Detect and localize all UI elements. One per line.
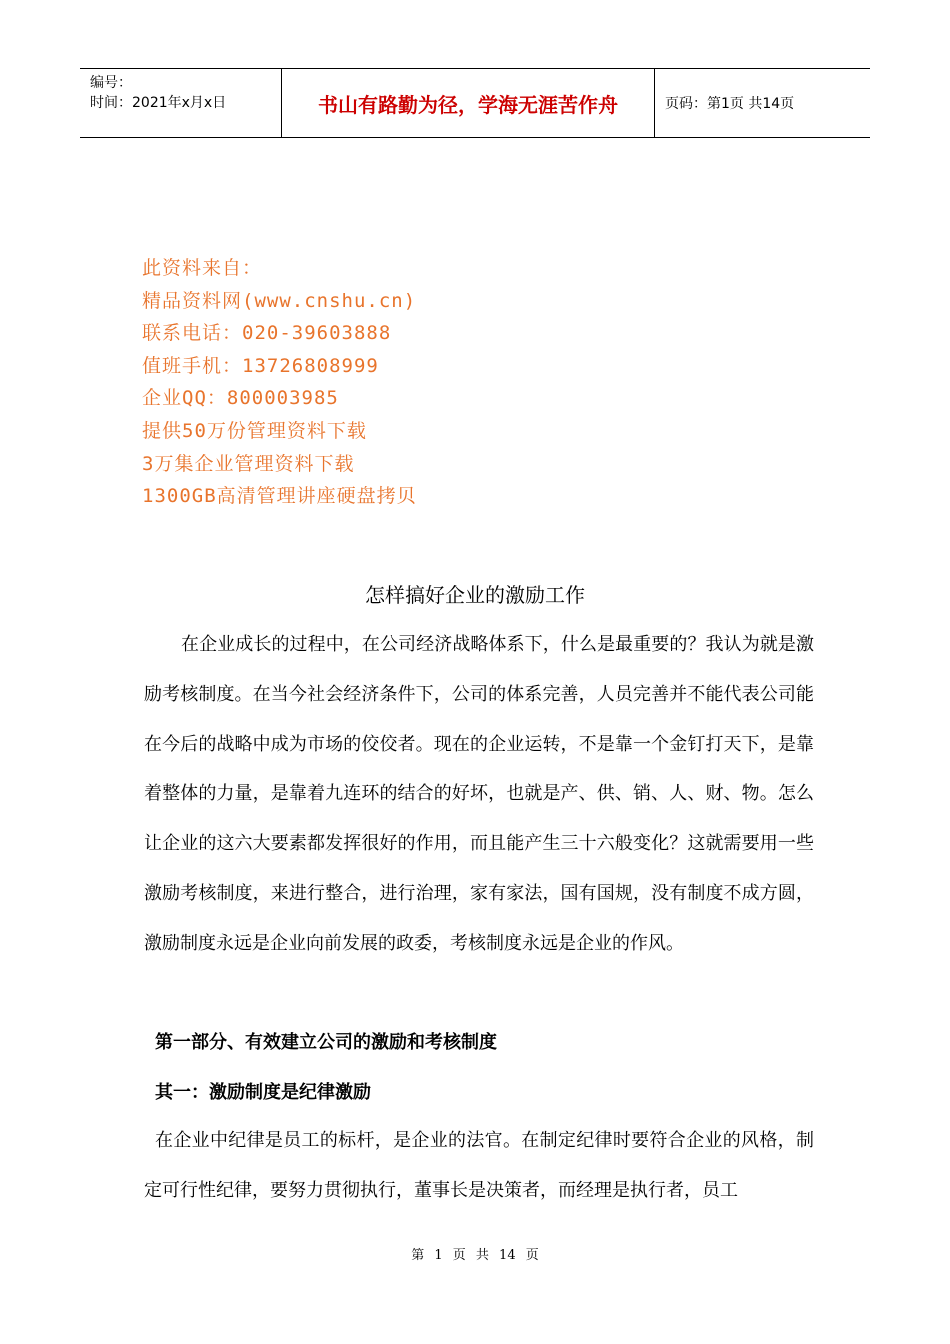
subsection-heading: 其一：激励制度是纪律激励: [155, 1082, 371, 1103]
header-page-info: 页码：第1页 共14页: [665, 96, 795, 112]
header-info-cell: [80, 69, 282, 137]
source-line: 3万集企业管理资料下载: [142, 452, 355, 475]
page-footer: 第 1 页 共 14 页: [411, 1248, 539, 1263]
source-line: 值班手机：13726808999: [142, 354, 379, 377]
source-line: 提供50万份管理资料下载: [142, 419, 367, 442]
header-motto: 书山有路勤为径，学海无涯苦作舟: [282, 69, 655, 137]
page-header: [80, 68, 870, 138]
source-line: 精品资料网(www.cnshu.cn): [142, 289, 417, 312]
header-time-label: 时间：2021年x月x日: [90, 95, 227, 111]
header-number-label: 编号：: [90, 75, 132, 91]
subsection-paragraph: 在企业中纪律是员工的标杆，是企业的法官。在制定纪律时要符合企业的风格，制定可行性纪律，要努力贯彻执行，董事长是决策者，而经理是执行者，员工: [144, 1130, 814, 1201]
intro-paragraph: 在企业成长的过程中，在公司经济战略体系下，什么是最重要的？我认为就是激励考核制度。在当今社会经济条件下，公司的体系完善，人员完善并不能代表公司能在今后的战略中成为市场的佼佼者。现在的企业运转，不是靠一个金钉打天下，是靠着整体的力量，是靠着九连环的结合的好坏，也就是产、供、销、人、财、物。怎么让企业的这六大要素都发挥很好的作用，而且能产生三十六般变化？这就需要用一些激励考核制度，来进行整合，进行治理，家有家法，国有国规，没有制度不成方圆，激励制度永远是企业向前发展的政委，考核制度永远是企业的作风。: [144, 634, 814, 954]
source-line: 企业QQ：800003985: [142, 387, 339, 410]
section-heading: 第一部分、有效建立公司的激励和考核制度: [155, 1032, 497, 1053]
source-info-block: [142, 252, 417, 513]
source-line: 1300GB高清管理讲座硬盘拷贝: [142, 485, 417, 508]
document-title: 怎样搞好企业的激励工作: [365, 583, 585, 607]
source-line: 联系电话：020-39603888: [142, 322, 392, 345]
source-line: 此资料来自：: [142, 257, 263, 279]
